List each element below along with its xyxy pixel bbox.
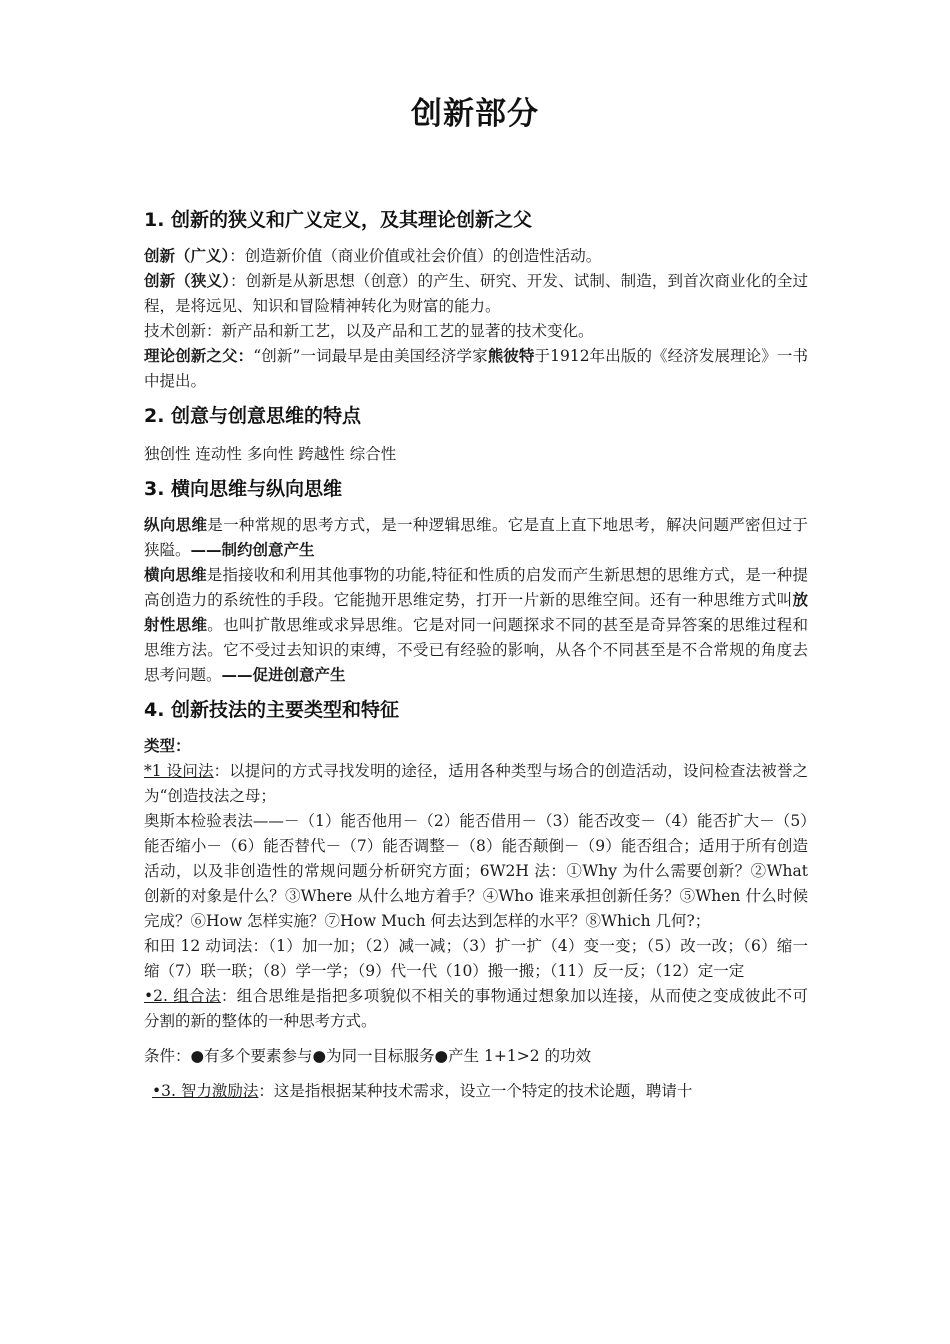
- vertical-label: 纵向思维: [144, 516, 208, 534]
- method-2-label: •2. 组合法: [144, 987, 221, 1005]
- lateral-label: 横向思维: [144, 566, 207, 584]
- method-3-text: ：这是指根据某种技术需求，设立一个特定的技术论题，聘请十: [258, 1082, 693, 1100]
- method-1: [144, 759, 808, 809]
- vertical-text: 是一种常规的思考方式，是一种逻辑思维。它是直上直下地思考，解决问题严密但过于狭隘。: [144, 516, 808, 559]
- method-3: [144, 1079, 808, 1104]
- osborn-checklist: 奥斯本检验表法——－（1）能否他用－（2）能否借用－（3）能否改变－（4）能否扩大－（5）能否缩小－（6）能否替代－（7）能否调整－（8）能否颠倒－（9）能否组合；适用于所有创造活动，以及非创造性的常规问题分析研究方面；6W2H 法：①Why 为什么需要创新？②What 创新的对象是什么？③Where 从什么地方着手？④Who 谁来承担创新任务？⑤When 什么时候完成？⑥How 怎样实施？⑦How Much 何去达到怎样的水平？⑧Which 几何?；: [144, 812, 808, 930]
- tech-innovation: 技术创新：新产品和新工艺，以及产品和工艺的显著的技术变化。: [144, 322, 594, 340]
- section-1-heading: 1. 创新的狭义和广义定义，及其理论创新之父: [144, 209, 533, 231]
- section-4-heading: 4. 创新技法的主要类型和特征: [144, 699, 400, 721]
- broad-label: 创新（广义）: [144, 247, 230, 265]
- creative-traits: 独创性 连动性 多向性 跨越性 综合性: [144, 445, 397, 463]
- document-body: [144, 204, 808, 1104]
- lateral-tail: ——促进创意产生: [221, 666, 346, 684]
- page-title: 创新部分: [411, 96, 539, 132]
- section-2-heading: 2. 创意与创意思维的特点: [144, 405, 362, 427]
- lateral-text-1: 是指接收和利用其他事物的功能,特征和性质的启发而产生新思想的思维方式，是一种提高创造力的系统性的手段。它能抛开思维定势，打开一片新的思维空间。还有一种思维方式叫: [144, 566, 808, 609]
- method-2: [144, 984, 808, 1034]
- father-label: 理论创新之父：: [144, 347, 254, 365]
- broad-text: ：创造新价值（商业价值或社会价值）的创造性活动。: [229, 247, 602, 265]
- vertical-tail: ——制约创意产生: [190, 541, 315, 559]
- types-label: 类型：: [144, 737, 191, 755]
- father-text-1: “创新”一词最早是由美国经济学家: [253, 347, 488, 365]
- father-text-2: 于1912年出版的《经济发展理论》一书中提出。: [144, 347, 808, 390]
- narrow-text: ：创新是从新思想（创意）的产生、研究、开发、试制、制造，到首次商业化的全过程，是将远见、知识和冒险精神转化为财富的能力。: [144, 272, 808, 315]
- method-3-label: •3. 智力激励法: [152, 1082, 259, 1100]
- section-3-heading: 3. 横向思维与纵向思维: [144, 478, 343, 500]
- method-1-text: ：以提问的方式寻找发明的途径，适用各种类型与场合的创造活动，设问检查法被誉之为“创造技法之母；: [144, 762, 808, 805]
- narrow-definition: [144, 269, 808, 319]
- radial-label: 放射性思维: [144, 591, 808, 634]
- method-2-text: ：组合思维是指把多项貌似不相关的事物通过想象加以连接，从而使之变成彼此不可分割的新的整体的一种思考方式。: [144, 987, 808, 1030]
- lateral-text-2: 。也叫扩散思维或求异思维。它是对同一问题探求不同的甚至是奇异答案的思维过程和思维方法。它不受过去知识的束缚，不受已有经验的影响，从各个不同甚至是不合常规的角度去思考问题。: [144, 616, 808, 684]
- method-1-label: *1 设问法: [144, 762, 214, 780]
- conditions: 条件：●有多个要素参与●为同一目标服务●产生 1+1>2 的功效: [144, 1047, 591, 1065]
- lateral-thinking: [144, 563, 808, 688]
- broad-definition: [144, 244, 808, 269]
- vertical-thinking: [144, 513, 808, 563]
- wada-12-verbs: 和田 12 动词法：（1）加一加；（2）减一减；（3）扩一扩（4）变一变；（5）改一改；（6）缩一缩（7）联一联；（8）学一学；（9）代一代（10）搬一搬；（11）反一反；（12）定一定: [144, 937, 808, 980]
- theory-father: [144, 344, 808, 394]
- father-name: 熊彼特: [487, 347, 535, 365]
- narrow-label: 创新（狭义）: [144, 272, 230, 290]
